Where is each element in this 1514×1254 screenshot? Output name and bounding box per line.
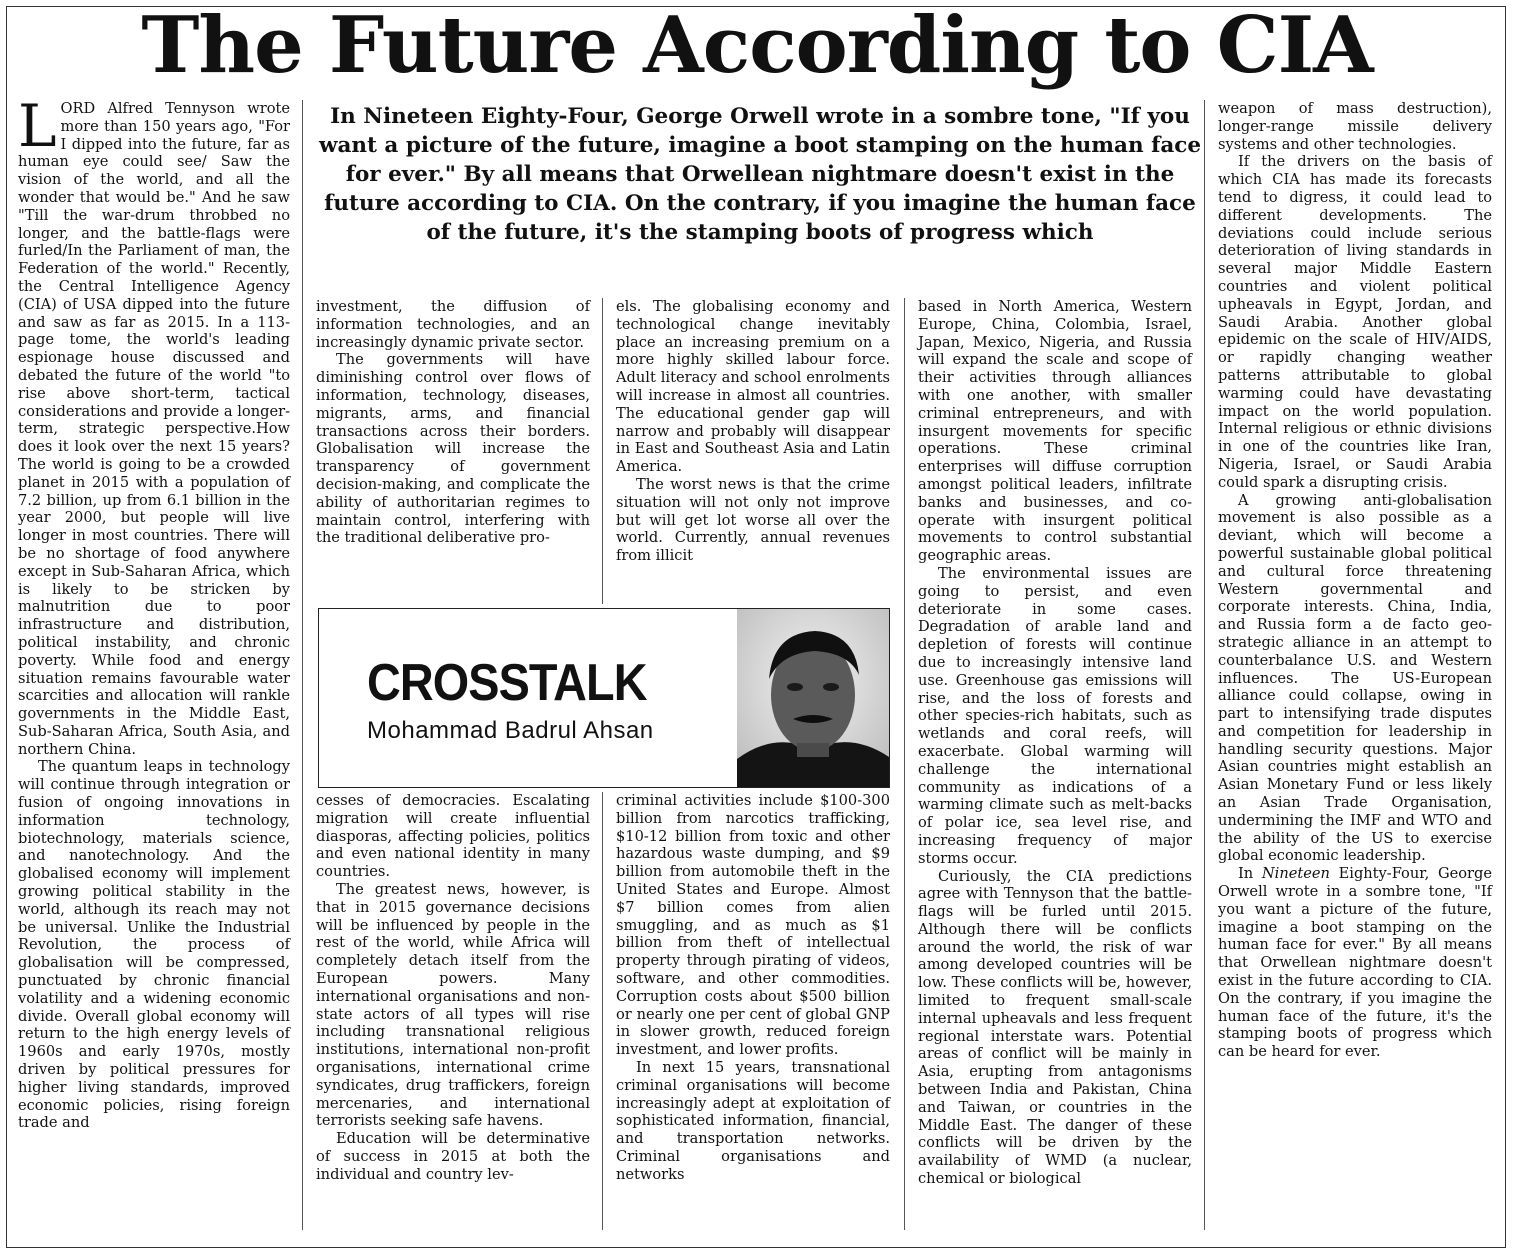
col2-paragraph-5: Education will be determinative of success in 2015 at both the individual and country lev- [316,1130,590,1183]
col3-paragraph-3: criminal activities include $100-300 billion from narcotics trafficking, $10-12 billion from toxic and other hazardous waste dumping, and $9 billion from automobile theft in the United States and Europe. Almost $7 billion comes from alien smuggling, and as much as $1 billion from theft of intellectual property through pirating of videos, software, and other commodities. Corruption costs about $500 billion or nearly one per cent of global GNP in slower growth, reduced foreign investment, and lower profits. [616,792,890,1059]
col4-paragraph-3: Curiously, the CIA predictions agree with Tennyson that the battle-flags will be furled until 2015. Although there will be conflicts around the world, the risk of war among developed countries will be low. These conflicts will be, however, limited to frequent small-scale internal upheavals and less frequent regional interstate wars. Potential areas of conflict will be mainly in Asia, erupting from antagonisms between India and Pakistan, China and Taiwan, or countries in the Middle East. The danger of these conflicts will be driven by the availability of WMD (a nuclear, chemical or biological [918,867,1192,1188]
column-2-bottom [316,792,590,1184]
col2-paragraph-2: The governments will have diminishing control over flows of information, technology, diseases, migrants, arms, and financial transactions across their borders. Globalisation will increase the transparency of government decision-making, and complicate the ability of authoritarian regimes to maintain control, interfering with the traditional deliberative pro- [316,351,590,547]
col2-paragraph-4: The greatest news, however, is that in 2015 governance decisions will be influenced by people in the rest of the world, while Africa will completely detach itself from the European powers. Many international organisations and non-state actors of all types will rise including transnational religious institutions, international non-profit organisations, international crime syndicates, drug traffickers, foreign mercenaries, and international terrorists seeking safe havens. [316,880,590,1130]
column-rule [602,792,603,1230]
column-rule [904,298,905,1230]
column-rule [302,100,303,1230]
column-5 [1218,100,1492,1061]
col1-paragraph-2: The quantum leaps in technology will continue through integration or fusion of ongoing innovations in information technology, biotechnology, materials science, and nanotechnology. And the globalised economy will implement growing political stability in the world, although its reach may not be universal. Unlike the Industrial Revolution, the process of globalisation will be compressed, punctuated by chronic financial volatility and a widening economic divide. Overall global economy will return to the high energy levels of 1960s and early 1970s, mostly driven by political pressures for higher living standards, improved economic policies, rising foreign trade and [18,758,290,1132]
deck-quote: In Nineteen Eighty-Four, George Orwell wrote in a sombre tone, "If you want a picture of the future, imagine a boot stamping on the human face for ever." By all means that Orwellean nightmare doesn't exist in the future according to CIA. On the contrary, if you imagine the human face of the future, it's the stamping boots of progress which [318,104,1202,245]
col1-paragraph-1: LORD Alfred Tennyson wrote more than 150 years ago, "For I dipped into the future, far as human eye could see/ Saw the vision of the world, and all the wonder that would be." And he saw "Till the war-drum throbbed no longer, and the battle-flags were furled/In the Parliament of man, the Federation of the world." Recently, the Central Intelligence Agency (CIA) of USA dipped into the future and saw as far as 2015. In a 113-page tome, the world's leading espionage house discussed and debated the future of the world "to rise above short-term, tactical considerations and provide a longer-term, strategic perspective.How does it look over the next 15 years? The world is going to be a crowded planet in 2015 with a population of 7.2 billion, up from 6.1 billion in the year 2000, but people will live longer in most countries. There will be no shortage of food anywhere except in Sub-Saharan Africa, which is likely to be stricken by malnutrition due to poor infrastructure and distribution, political instability, and chronic poverty. While food and energy situation remains favourable water scarcities and allocation will rankle governments in the Middle East, Sub-Saharan Africa, South Asia, and northern China. [18,92,290,758]
crosstalk-box [318,608,890,788]
headline: The Future According to CIA [141,0,1373,91]
col3-paragraph-1: els. The globalising economy and technological change inevitably place an increasing premium on a more highly skilled labour force. Adult literacy and school enrolments will increase in almost all countries. The educational gender gap will narrow and probably will disappear in East and Southeast Asia and Latin America. [616,298,890,476]
drop-cap: L [18,92,57,160]
col5-paragraph-1: weapon of mass destruction), longer-range missile delivery systems and other technologies. [1218,100,1492,153]
column-3-bottom [616,792,890,1184]
col3-paragraph-2: The worst news is that the crime situation will not only not improve but will get lot worse all over the world. Currently, annual revenues from illicit [616,475,890,565]
author-photo [737,609,889,787]
col5-paragraph-4: In Nineteen Eighty-Four, George Orwell wrote in a sombre tone, "If you want a picture of the future, imagine a boot stamping on the human face for ever." By all means that Orwellean nightmare doesn't exist in the future according to CIA. On the contrary, if you imagine the human face of the future, it's the stamping boots of progress which can be heard for ever. [1218,865,1492,1061]
author-name: Mohammad Badrul Ahsan [367,717,654,744]
column-3-top [616,298,890,565]
column-rule [1204,100,1205,1230]
column-rule [602,298,603,604]
col3-paragraph-4: In next 15 years, transnational criminal organisations will become increasingly adept at exploitation of sophisticated information, financial, and transportation networks. Criminal organisations and networks [616,1058,890,1183]
column-1 [18,92,290,1132]
column-2-top [316,298,590,547]
col4-paragraph-1: based in North America, Western Europe, China, Colombia, Israel, Japan, Mexico, Nigeria, and Russia will expand the scale and scope of their activities through alliances with one another, with smaller criminal entrepreneurs, and with insurgent movements for specific operations. These criminal enterprises will diffuse corruption amongst political leaders, infiltrate banks and businesses, and co-operate with insurgent political movements to control substantial geographic areas. [918,298,1192,565]
col5-paragraph-3: A growing anti-globalisation movement is also possible as a deviant, which will become a powerful sustainable global political and cultural force threatening Western governmental and corporate interests. China, India, and Russia form a de facto geo-strategic alliance in an attempt to counterbalance U.S. and Western influences. The US-European alliance could collapse, owing in part to intensifying trade disputes and competition for leadership in handling security questions. Major Asian countries might establish an Asian Monetary Fund or less likely an Asian Trade Organisation, undermining the IMF and WTO and the ability of the US to exercise global economic leadership. [1218,491,1492,865]
col4-paragraph-2: The environmental issues are going to persist, and even deteriorate in some cases. Degradation of arable land and depletion of forests will continue due to increasingly intensive land use. Greenhouse gas emissions will rise, and the loss of forests and other species-rich habitats, such as wetlands and coral reefs, will exacerbate. Global warming will challenge the international community as indications of a warming climate such as melt-backs of polar ice, sea level rise, and increasing frequency of major storms occur. [918,564,1192,867]
col2-paragraph-1: investment, the diffusion of information technologies, and an increasingly dynamic private sector. [316,298,590,351]
column-4 [918,298,1192,1188]
crosstalk-title: CROSSTALK [367,654,647,712]
col5-paragraph-2: If the drivers on the basis of which CIA has made its forecasts tend to digress, it could lead to different developments. The deviations could include serious deterioration of living standards in several major Middle Eastern countries and violent political upheavals in Egypt, Jordan, and Saudi Arabia. Another global epidemic on the scale of HIV/AIDS, or rapidly changing weather patterns attributable to global warming could have devastating impact on the world population. Internal religious or ethnic divisions in one of the countries like Iran, Nigeria, Israel, or Saudi Arabia could spark a disrupting crisis. [1218,153,1492,491]
col2-paragraph-3: cesses of democracies. Escalating migration will create influential diasporas, affecting policies, politics and even national identity in many countries. [316,792,590,881]
